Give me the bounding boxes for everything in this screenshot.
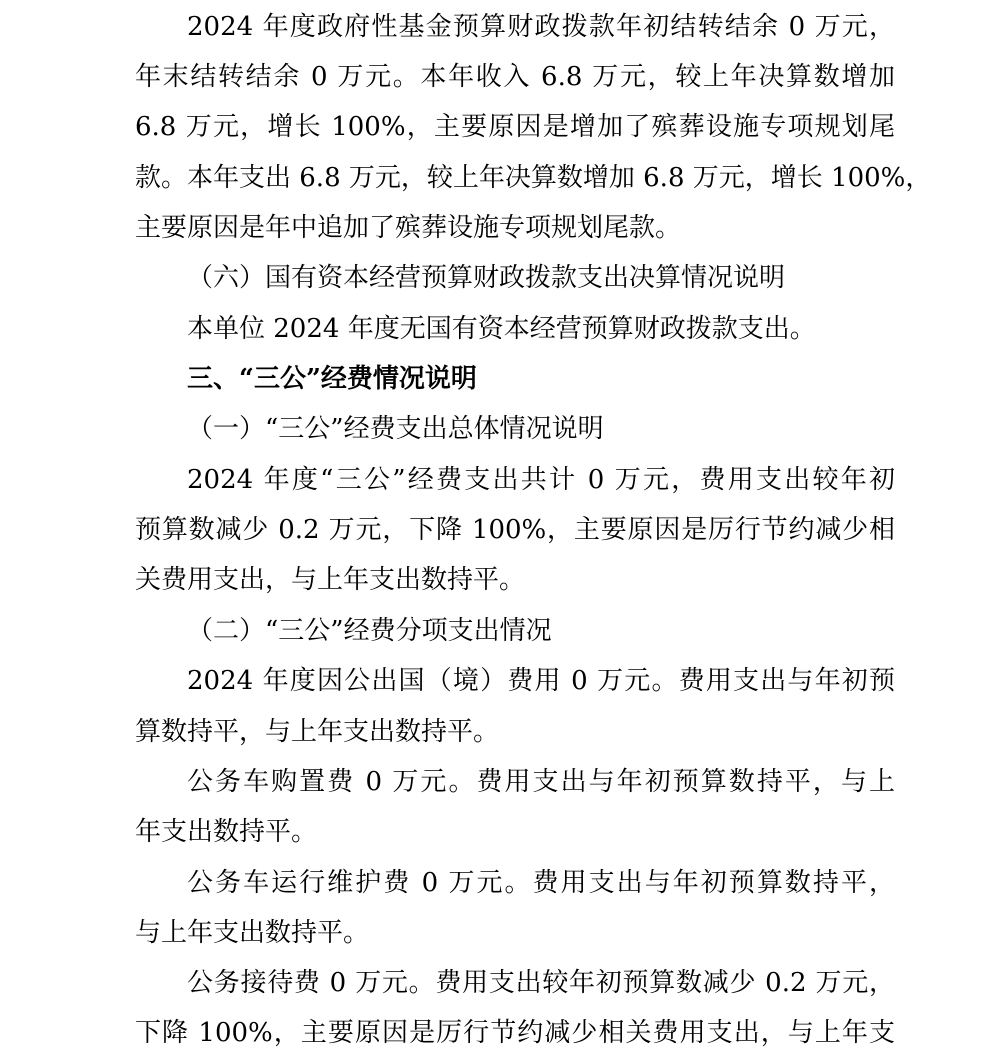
paragraph-line: 2024 年度“三公”经费支出共计 0 万元，费用支出较年初 — [187, 465, 895, 495]
paragraph-line: 主要原因是年中追加了殡葬设施专项规划尾款。 — [135, 213, 682, 243]
section-heading: （六）国有资本经营预算财政拨款支出决算情况说明 — [187, 263, 786, 293]
paragraph-line: 2024 年度政府性基金预算财政拨款年初结转结余 0 万元， — [187, 12, 895, 42]
paragraph-line: 与上年支出数持平。 — [135, 918, 370, 948]
paragraph-line: 预算数减少 0.2 万元，下降 100%，主要原因是厉行节约减少相 — [135, 515, 895, 545]
paragraph-line: 算数持平，与上年支出数持平。 — [135, 717, 500, 747]
paragraph-line: 6.8 万元，增长 100%，主要原因是增加了殡葬设施专项规划尾 — [135, 112, 895, 142]
paragraph-line: 2024 年度因公出国（境）费用 0 万元。费用支出与年初预 — [187, 666, 895, 696]
subsection-heading: （一）“三公”经费支出总体情况说明 — [187, 414, 604, 444]
subsection-heading: （二）“三公”经费分项支出情况 — [187, 616, 552, 646]
paragraph-line: 年末结转结余 0 万元。本年收入 6.8 万元，较上年决算数增加 — [135, 62, 895, 92]
paragraph-line: 关费用支出，与上年支出数持平。 — [135, 565, 526, 595]
paragraph-line: 下降 100%，主要原因是厉行节约减少相关费用支出，与上年支 — [135, 1018, 895, 1048]
paragraph-line: 公务车购置费 0 万元。费用支出与年初预算数持平，与上 — [187, 767, 895, 797]
section-heading: 三、“三公”经费情况说明 — [187, 364, 477, 394]
paragraph-line: 本单位 2024 年度无国有资本经营预算财政拨款支出。 — [187, 314, 816, 344]
paragraph-line: 款。本年支出 6.8 万元，较上年决算数增加 6.8 万元，增长 100%， — [135, 163, 932, 193]
paragraph-line: 公务接待费 0 万元。费用支出较年初预算数减少 0.2 万元， — [187, 968, 895, 998]
paragraph-line: 公务车运行维护费 0 万元。费用支出与年初预算数持平， — [187, 868, 895, 898]
paragraph-line: 年支出数持平。 — [135, 817, 318, 847]
